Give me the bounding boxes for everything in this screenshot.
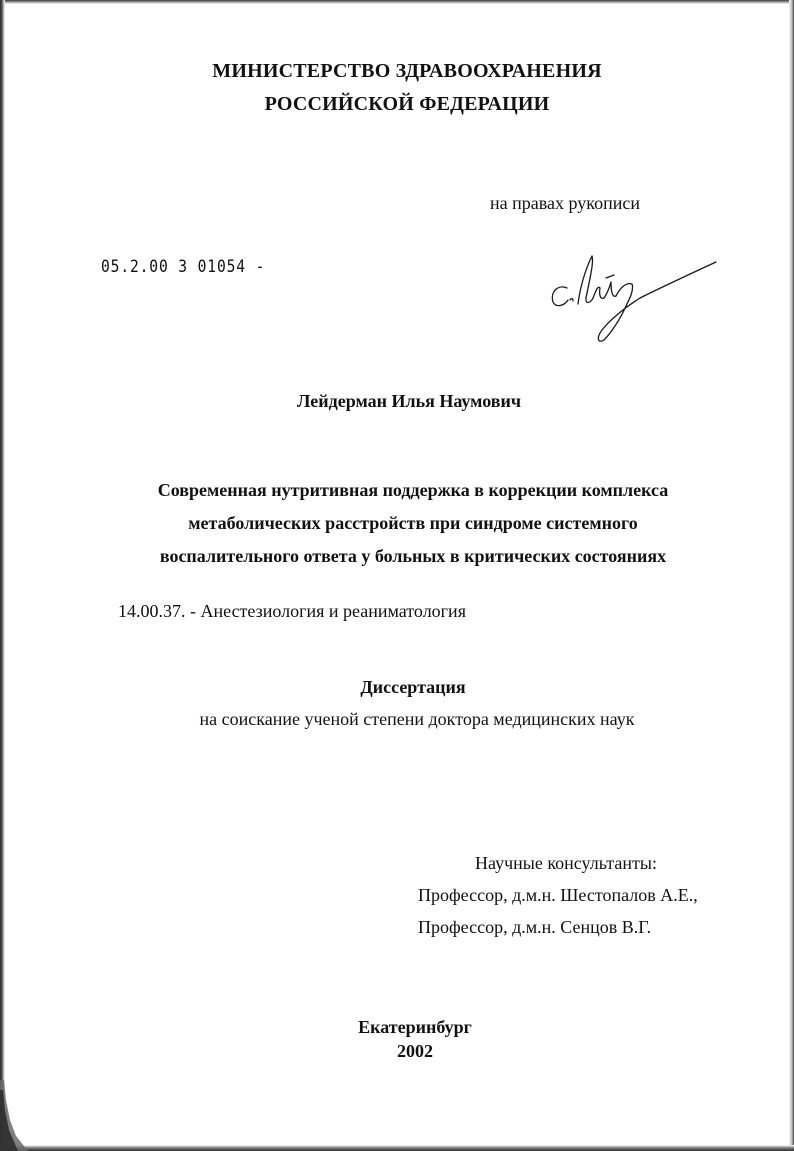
ministry-title-line-2: РОССИЙСКОЙ ФЕДЕРАЦИИ bbox=[264, 93, 550, 115]
scan-top-edge bbox=[0, 0, 794, 4]
scan-bottom-edge bbox=[0, 1145, 794, 1151]
specialty-code: 14.00.37. - Анестезиология и реаниматология bbox=[118, 601, 466, 621]
dissertation-type: Диссертация bbox=[360, 677, 466, 697]
consultant-item: Профессор, д.м.н. Сенцов В.Г. bbox=[418, 917, 652, 937]
thesis-title-line-3: воспалительного ответа у больных в критических состояниях bbox=[159, 546, 667, 566]
thesis-title-line-1: Современная нутритивная поддержка в коррекции комплекса bbox=[157, 480, 669, 500]
handwritten-signature bbox=[540, 248, 730, 348]
consultants-heading: Научные консультанты: bbox=[475, 853, 657, 873]
catalog-code: 05.2.00 3 01054 - bbox=[101, 257, 266, 277]
consultant-item: Профессор, д.м.н. Шестопалов А.Е., bbox=[418, 885, 698, 905]
degree-statement: на соискание ученой степени доктора медицинских наук bbox=[199, 709, 635, 729]
year: 2002 bbox=[397, 1041, 433, 1061]
scan-left-edge bbox=[0, 0, 5, 1151]
scan-corner-shadow bbox=[0, 1080, 30, 1151]
scan-right-edge bbox=[789, 0, 794, 1151]
manuscript-note: на правах рукописи bbox=[490, 193, 640, 213]
city: Екатеринбург bbox=[358, 1017, 472, 1037]
author-name: Лейдерман Илья Наумович bbox=[296, 391, 521, 411]
thesis-title-line-2: метаболических расстройств при синдроме системного bbox=[188, 513, 638, 533]
ministry-title-line-1: МИНИСТЕРСТВО ЗДРАВООХРАНЕНИЯ bbox=[212, 60, 602, 82]
